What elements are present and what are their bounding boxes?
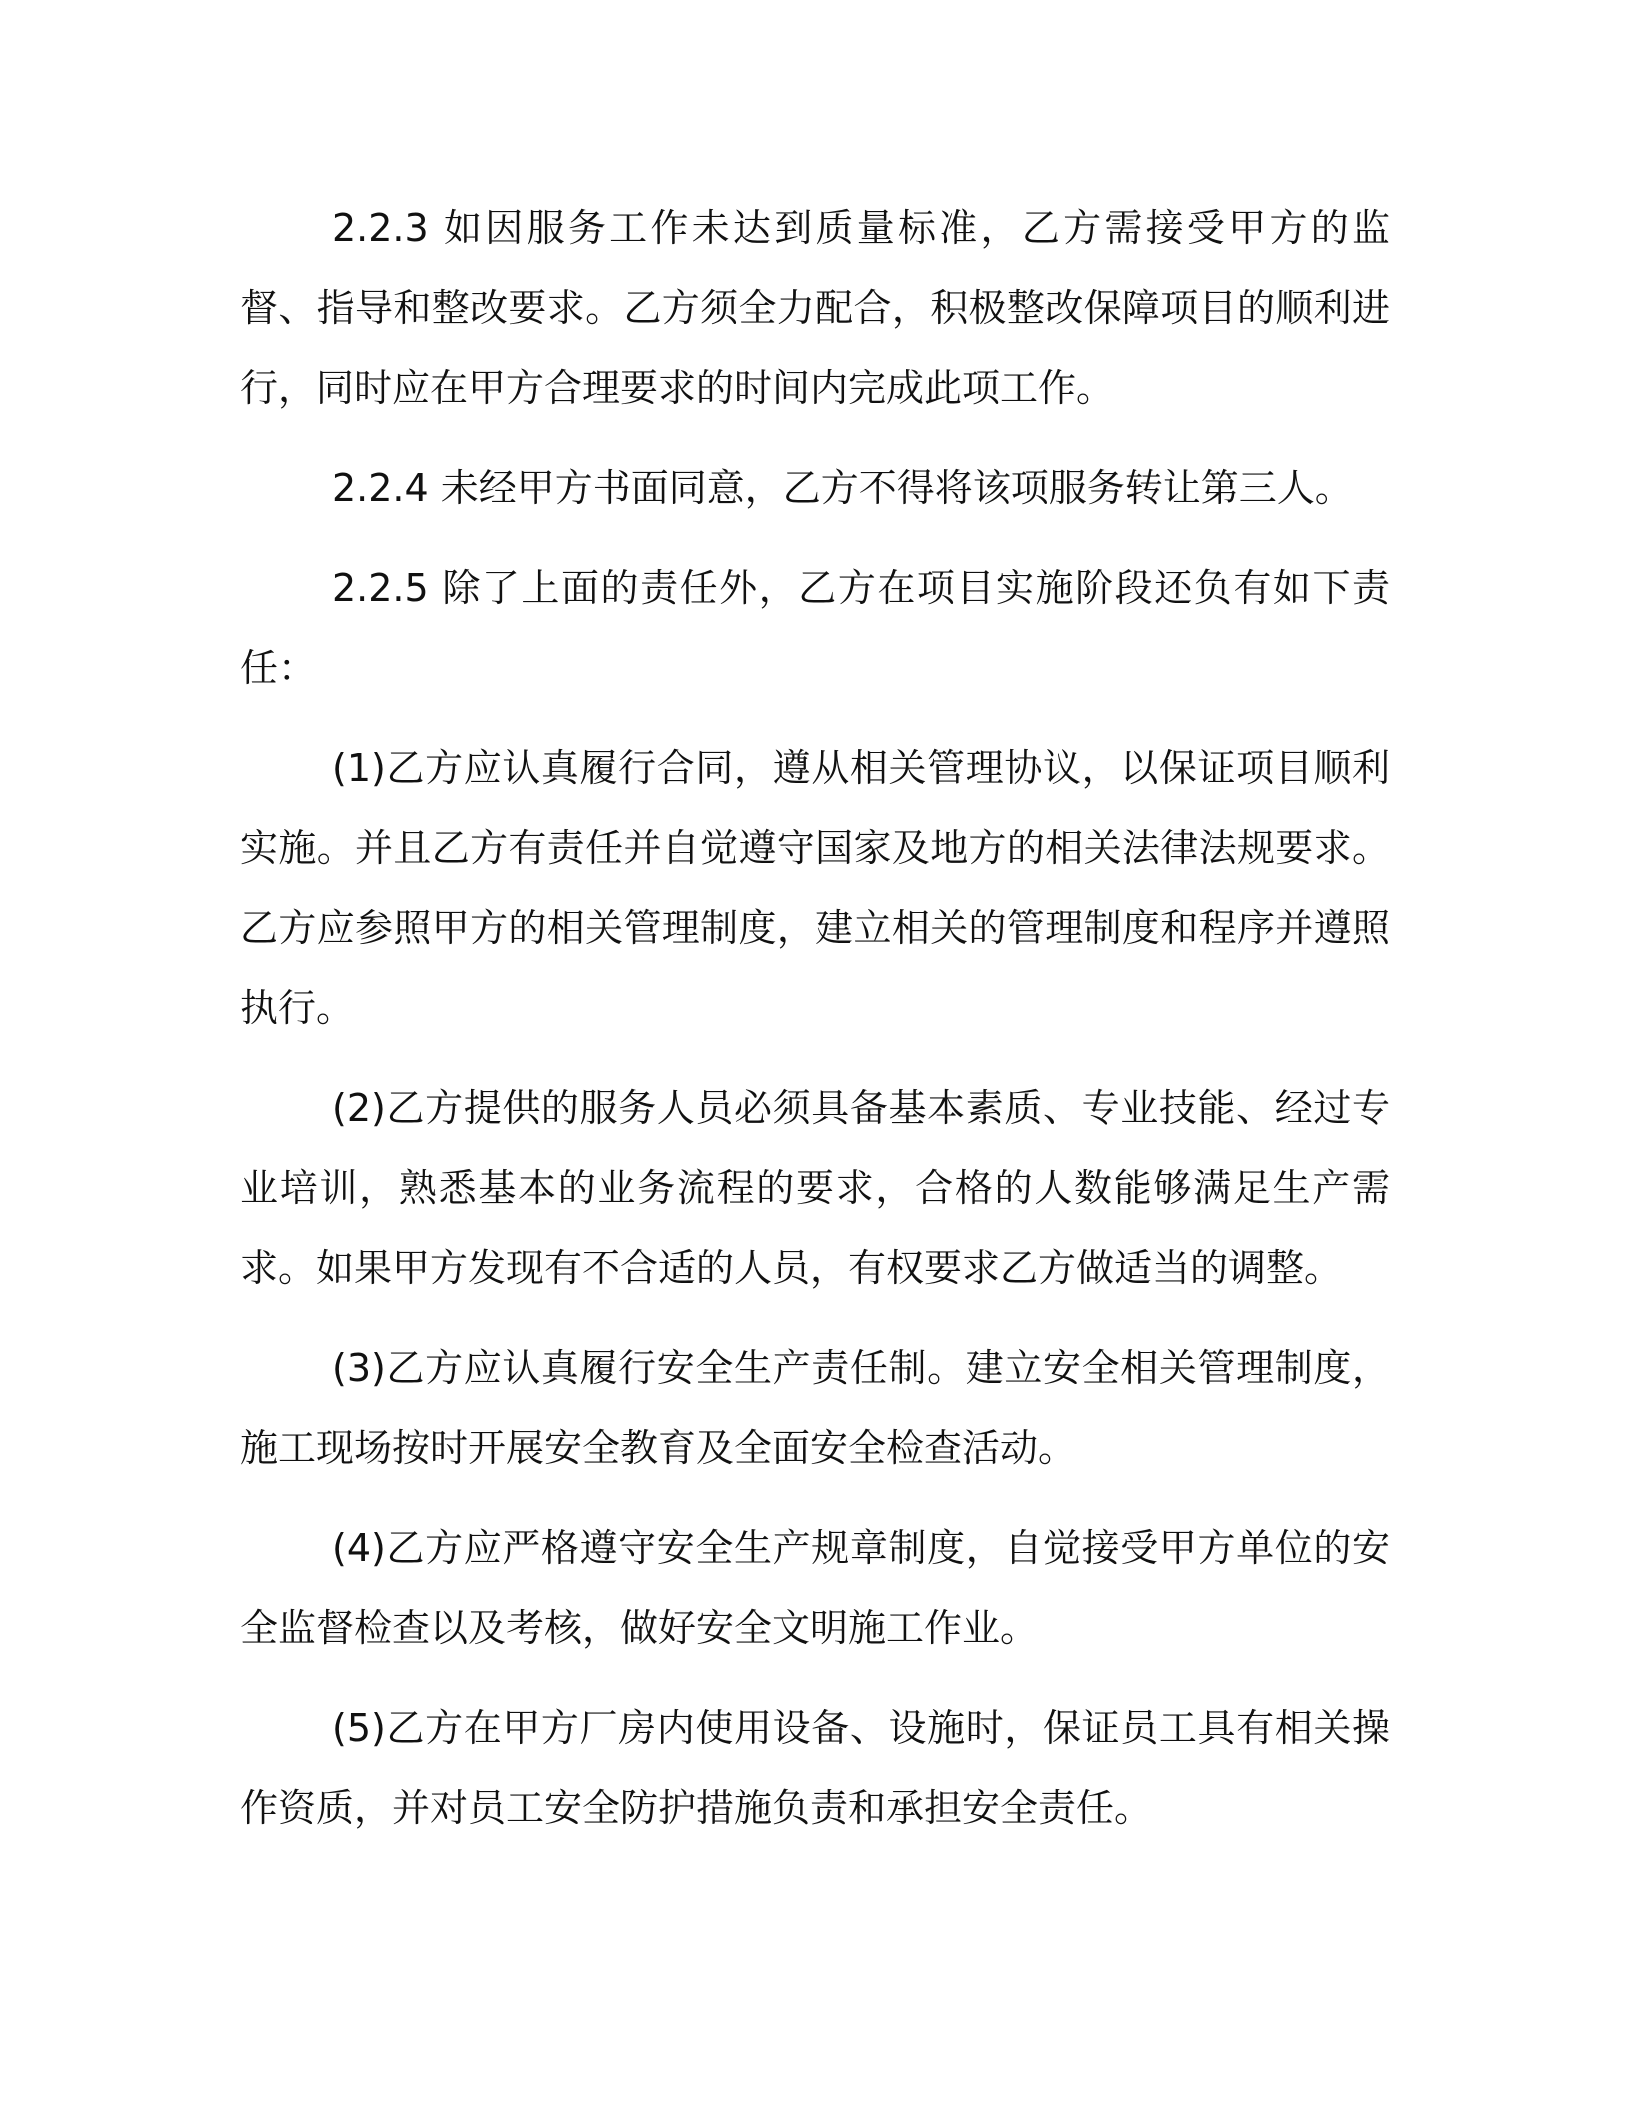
paragraph-item-2: (2)乙方提供的服务人员必须具备基本素质、专业技能、经过专业培训，熟悉基本的业务流程的要求，合格的人数能够满足生产需求。如果甲方发现有不合适的人员，有权要求乙方做适当的调整。 xyxy=(240,1086,1390,1290)
paragraph-2-2-3: 2.2.3 如因服务工作未达到质量标准，乙方需接受甲方的监督、指导和整改要求。乙方须全力配合，积极整改保障项目的顺利进行，同时应在甲方合理要求的时间内完成此项工作。 xyxy=(240,206,1390,410)
paragraph-2-2-5: 2.2.5 除了上面的责任外，乙方在项目实施阶段还负有如下责任： xyxy=(240,566,1390,690)
paragraph-item-1: (1)乙方应认真履行合同，遵从相关管理协议，以保证项目顺利实施。并且乙方有责任并自觉遵守国家及地方的相关法律法规要求。乙方应参照甲方的相关管理制度，建立相关的管理制度和程序并遵照执行。 xyxy=(240,746,1390,1030)
paragraph-item-4: (4)乙方应严格遵守安全生产规章制度，自觉接受甲方单位的安全监督检查以及考核，做好安全文明施工作业。 xyxy=(240,1526,1390,1650)
paragraph-2-2-4: 2.2.4 未经甲方书面同意，乙方不得将该项服务转让第三人。 xyxy=(332,466,1353,510)
document-body xyxy=(240,188,1390,1868)
paragraph-item-3: (3)乙方应认真履行安全生产责任制。建立安全相关管理制度，施工现场按时开展安全教育及全面安全检查活动。 xyxy=(240,1346,1390,1470)
paragraph-item-5: (5)乙方在甲方厂房内使用设备、设施时，保证员工具有相关操作资质，并对员工安全防护措施负责和承担安全责任。 xyxy=(240,1706,1390,1830)
